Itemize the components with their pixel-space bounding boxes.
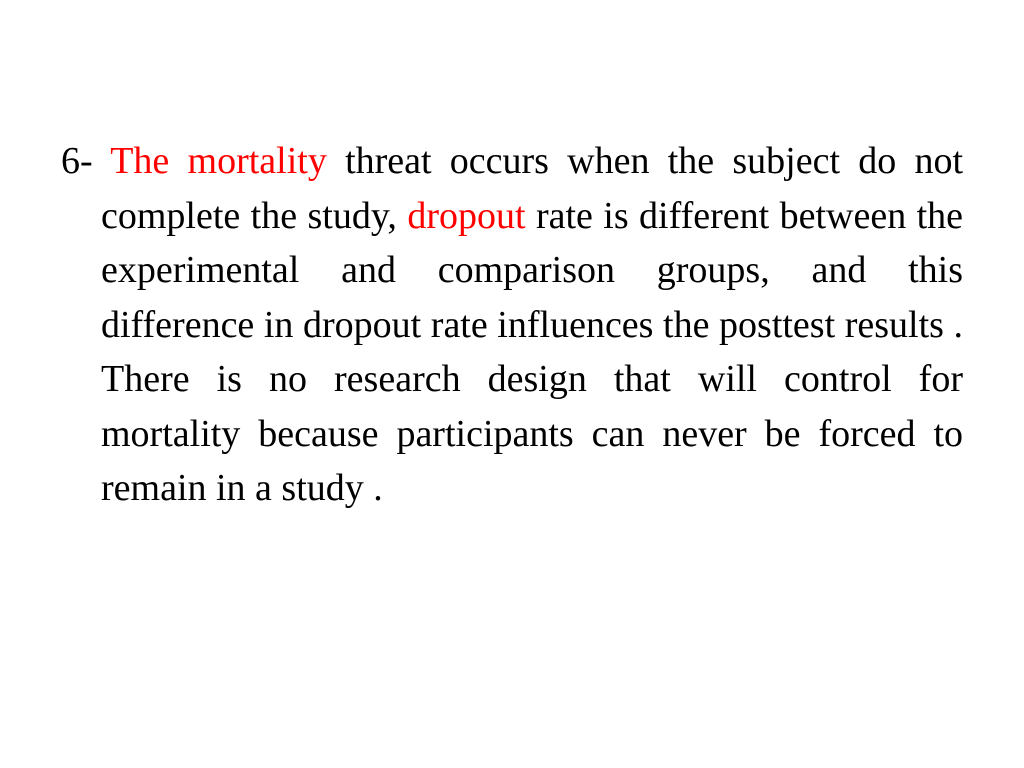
body-text-part-1: threat occurs when the subject do not complete the study, bbox=[101, 140, 964, 237]
highlight-term-mortality: The mortality bbox=[110, 140, 327, 182]
item-number: 6- bbox=[61, 140, 93, 182]
highlight-term-dropout: dropout bbox=[407, 194, 526, 237]
body-paragraph bbox=[61, 134, 963, 516]
body-text-part-2: rate is different between the experimental and comparison groups, and this difference in dropout rate influences the posttest results . There is no research design that will control for mortality because participants can never be forced to remain in a study . bbox=[101, 194, 964, 509]
